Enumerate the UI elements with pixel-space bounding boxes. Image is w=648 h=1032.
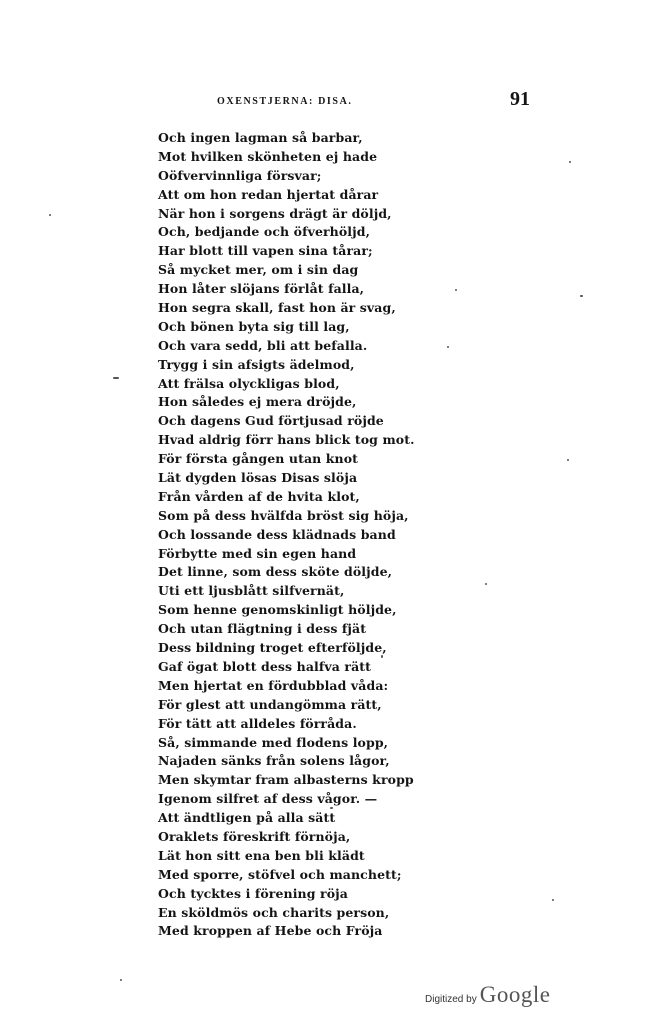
poem-line: När hon i sorgens drägt är döljd, xyxy=(158,205,392,221)
poem-line: Att ändtligen på alla sätt xyxy=(158,810,336,826)
poem-line: Mot hvilken skönheten ej hade xyxy=(158,148,378,164)
poem-line: Men hjertat en fördubblad våda: xyxy=(158,677,389,693)
poem-line: Att om hon redan hjertat dårar xyxy=(158,186,379,202)
poem-line: Uti ett ljusblått silfvernät, xyxy=(158,583,345,599)
poem-line: Gaf ögat blott dess halfva rätt xyxy=(158,658,372,674)
poem-line: Så, simmande med flodens lopp, xyxy=(158,734,389,750)
poem-line: Och vara sedd, bli att befalla. xyxy=(158,337,368,353)
poem-line: Hon låter slöjans förlåt falla, xyxy=(158,281,365,297)
scan-speck xyxy=(485,583,487,585)
scan-speck xyxy=(567,459,569,461)
scan-speck xyxy=(120,979,122,981)
poem-text xyxy=(158,129,415,941)
scan-speck xyxy=(381,655,383,658)
scan-speck xyxy=(330,807,333,809)
poem-line: Och utan flägtning i dess fjät xyxy=(158,621,367,637)
scan-speck xyxy=(552,899,554,901)
poem-line: Men skymtar fram albasterns kropp xyxy=(158,772,414,788)
poem-line: Så mycket mer, om i sin dag xyxy=(158,262,359,278)
poem-line: Som på dess hvälfda bröst sig höja, xyxy=(158,507,409,523)
digitized-by-google-watermark xyxy=(425,982,550,1008)
poem-line: Och tycktes i förening röja xyxy=(158,885,348,901)
poem-line: Hon segra skall, fast hon är svag, xyxy=(158,300,396,316)
poem-line: Och ingen lagman så barbar, xyxy=(158,130,363,145)
poem-line: Har blott till vapen sina tårar; xyxy=(158,243,373,259)
poem-line: Trygg i sin afsigts ädelmod, xyxy=(158,356,355,372)
scan-speck xyxy=(113,377,119,379)
scan-speck xyxy=(455,289,457,291)
poem-line: Från vården af de hvita klot, xyxy=(158,488,360,504)
poem-line: För glest att undangömma rätt, xyxy=(158,696,382,712)
poem-line: Lät dygden lösas Disas slöja xyxy=(158,470,358,486)
running-header: OXENSTJERNA: DISA. xyxy=(217,96,353,107)
poem-line: Najaden sänks från solens lågor, xyxy=(158,753,390,769)
poem-line: Lät hon sitt ena ben bli klädt xyxy=(158,847,365,863)
poem-line: Att frälsa olyckligas blod, xyxy=(158,375,340,391)
poem-line: Med sporre, stöfvel och manchett; xyxy=(158,866,402,882)
poem-line: Med kroppen af Hebe och Fröja xyxy=(158,923,383,939)
poem-line: Och lossande dess klädnads band xyxy=(158,526,396,542)
poem-line: Och, bedjande och öfverhöljd, xyxy=(158,224,371,240)
poem-line: Dess bildning troget efterföljde, xyxy=(158,640,387,656)
poem-line: Hon således ej mera dröjde, xyxy=(158,394,357,410)
scan-speck xyxy=(447,346,449,348)
poem-line: Förbytte med sin egen hand xyxy=(158,545,357,561)
poem-line: Oraklets föreskrift förnöja, xyxy=(158,828,351,844)
poem-line: Igenom silfret af dess vågor. — xyxy=(158,791,378,807)
poem-line: Och dagens Gud förtjusad röjde xyxy=(158,413,384,429)
scan-speck xyxy=(49,214,51,216)
page-number: 91 xyxy=(510,88,530,110)
poem-line: Som henne genomskinligt höljde, xyxy=(158,602,397,618)
poem-line: För tätt att alldeles förråda. xyxy=(158,715,357,731)
digitized-label: Digitized by xyxy=(425,994,477,1005)
scan-speck xyxy=(569,161,571,163)
poem-line: Det linne, som dess sköte döljde, xyxy=(158,564,393,580)
poem-line: Oöfvervinnliga försvar; xyxy=(158,167,322,183)
poem-line: Hvad aldrig förr hans blick tog mot. xyxy=(158,432,415,448)
poem-line: Och bönen byta sig till lag, xyxy=(158,318,350,334)
google-logo: Google xyxy=(479,982,551,1007)
scan-speck xyxy=(580,295,583,297)
poem-line: En sköldmös och charits person, xyxy=(158,904,390,920)
poem-line: För första gången utan knot xyxy=(158,451,359,467)
